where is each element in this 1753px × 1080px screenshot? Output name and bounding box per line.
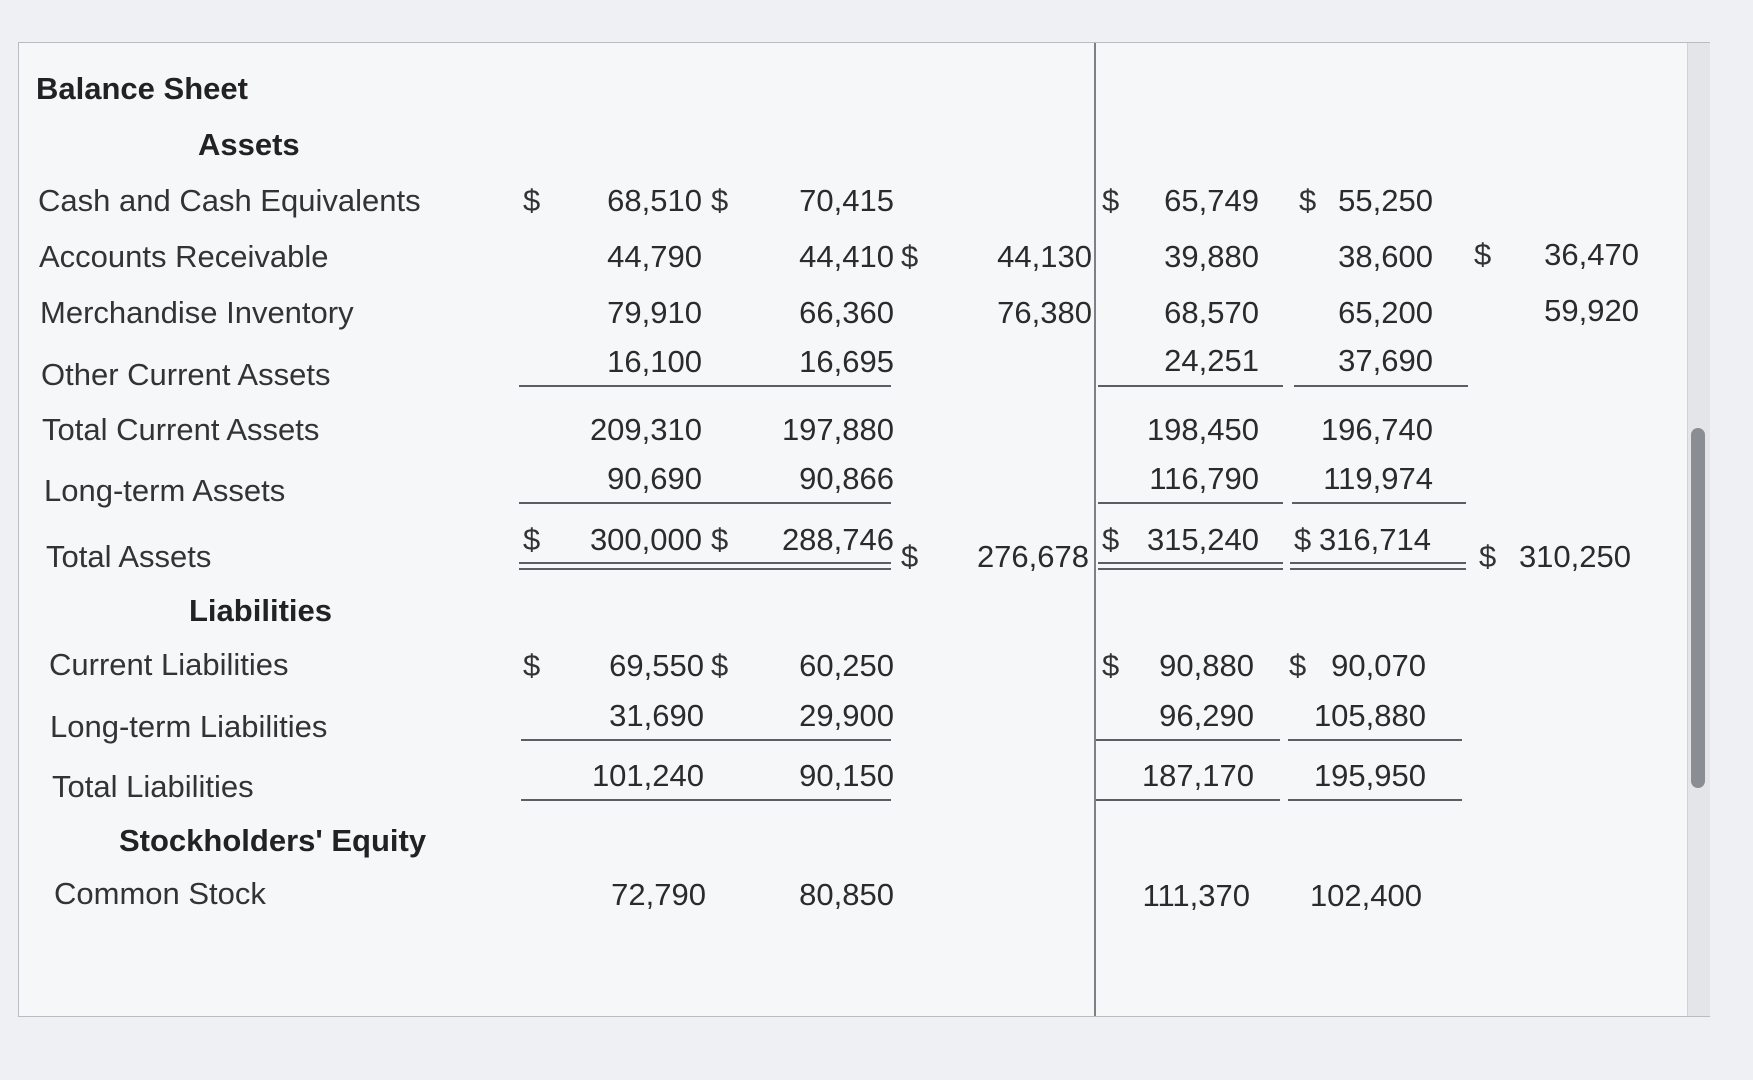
cell-value: 60,250 — [799, 648, 894, 683]
cell-value: 209,310 — [589, 412, 702, 447]
subtotal-rule — [1294, 385, 1468, 387]
cell-value: 196,740 — [1320, 412, 1433, 447]
page-title: Balance Sheet — [36, 71, 248, 106]
row-label-total-current-assets: Total Current Assets — [42, 412, 320, 447]
currency-symbol: $ — [1299, 183, 1317, 218]
subtotal-rule — [1098, 385, 1283, 387]
cell-value: 37,690 — [1338, 343, 1433, 378]
cell-value: 72,790 — [611, 877, 706, 912]
subtotal-rule — [709, 799, 891, 801]
currency-symbol: $ — [523, 648, 541, 683]
cell-value: 116,790 — [1149, 461, 1259, 496]
cell-value: 187,170 — [1141, 758, 1254, 793]
currency-symbol: $ — [901, 239, 919, 274]
cell-value: 90,150 — [799, 758, 894, 793]
cell-value: 70,415 — [799, 183, 894, 218]
cell-value: 195,950 — [1313, 758, 1426, 793]
cell-value: 79,910 — [607, 295, 702, 330]
cell-value: 119,974 — [1323, 461, 1433, 496]
subtotal-rule — [1292, 502, 1466, 504]
cell-value: 90,880 — [1159, 648, 1254, 683]
total-double-rule — [519, 562, 715, 570]
cell-value: 315,240 — [1146, 522, 1259, 557]
currency-symbol: $ — [1474, 237, 1492, 272]
cell-value: 310,250 — [1518, 539, 1631, 574]
cell-value: 90,690 — [607, 461, 702, 496]
cell-value: 44,790 — [607, 239, 702, 274]
cell-value: 65,749 — [1164, 183, 1259, 218]
subtotal-rule — [709, 739, 891, 741]
cell-value: 288,746 — [781, 522, 894, 557]
subtotal-rule — [519, 502, 715, 504]
row-label-long-term-liabilities: Long-term Liabilities — [50, 709, 328, 744]
company-divider — [1094, 43, 1096, 1016]
cell-value: 24,251 — [1164, 343, 1259, 378]
row-label-total-assets: Total Assets — [46, 539, 212, 574]
cell-value: 276,678 — [976, 539, 1089, 574]
cell-value: 111,370 — [1142, 878, 1250, 913]
cell-value: 16,100 — [607, 344, 702, 379]
subtotal-rule — [1288, 739, 1462, 741]
row-label-cash: Cash and Cash Equivalents — [38, 183, 421, 218]
currency-symbol: $ — [523, 183, 541, 218]
currency-symbol: $ — [1289, 648, 1307, 683]
currency-symbol: $ — [1294, 522, 1312, 557]
subtotal-rule — [1288, 799, 1462, 801]
cell-value: 197,880 — [781, 412, 894, 447]
row-label-total-liabilities: Total Liabilities — [52, 769, 254, 804]
cell-value: 36,470 — [1544, 237, 1639, 272]
cell-value: 59,920 — [1544, 293, 1639, 328]
total-double-rule — [1098, 562, 1283, 570]
currency-symbol: $ — [1102, 183, 1120, 218]
cell-value: 105,880 — [1313, 698, 1426, 733]
liabilities-heading: Liabilities — [189, 593, 332, 628]
subtotal-rule — [707, 385, 891, 387]
cell-value: 80,850 — [799, 877, 894, 912]
currency-symbol: $ — [711, 648, 729, 683]
cell-value: 316,714 — [1318, 522, 1431, 557]
cell-value: 101,240 — [591, 758, 704, 793]
cell-value: 69,550 — [609, 648, 704, 683]
subtotal-rule — [707, 502, 891, 504]
cell-value: 90,866 — [799, 461, 894, 496]
cell-value: 300,000 — [589, 522, 702, 557]
cell-value: 38,600 — [1338, 239, 1433, 274]
assets-heading: Assets — [198, 127, 300, 162]
cell-value: 55,250 — [1338, 183, 1433, 218]
cell-value: 68,510 — [607, 183, 702, 218]
row-label-long-term-assets: Long-term Assets — [44, 473, 286, 508]
row-label-receivables: Accounts Receivable — [39, 239, 329, 274]
equity-heading: Stockholders' Equity — [119, 823, 427, 858]
cell-value: 44,410 — [799, 239, 894, 274]
currency-symbol: $ — [711, 183, 729, 218]
cell-value: 44,130 — [997, 239, 1092, 274]
cell-value: 90,070 — [1331, 648, 1426, 683]
subtotal-rule — [1096, 739, 1280, 741]
row-label-other-current-assets: Other Current Assets — [41, 357, 331, 392]
subtotal-rule — [521, 739, 717, 741]
currency-symbol: $ — [1479, 539, 1497, 574]
cell-value: 65,200 — [1338, 295, 1433, 330]
balance-sheet-panel — [18, 42, 1710, 1017]
cell-value: 198,450 — [1146, 412, 1259, 447]
currency-symbol: $ — [1102, 648, 1120, 683]
subtotal-rule — [1098, 502, 1283, 504]
row-label-current-liabilities: Current Liabilities — [49, 647, 289, 682]
cell-value: 39,880 — [1164, 239, 1259, 274]
total-double-rule — [707, 562, 891, 570]
currency-symbol: $ — [1102, 522, 1120, 557]
cell-value: 66,360 — [799, 295, 894, 330]
currency-symbol: $ — [901, 539, 919, 574]
cell-value: 102,400 — [1309, 878, 1422, 913]
cell-value: 31,690 — [609, 698, 704, 733]
total-double-rule — [1290, 562, 1466, 570]
cell-value: 76,380 — [997, 295, 1092, 330]
cell-value: 68,570 — [1164, 295, 1259, 330]
subtotal-rule — [1096, 799, 1280, 801]
cell-value: 96,290 — [1159, 698, 1254, 733]
subtotal-rule — [521, 799, 717, 801]
cell-value: 29,900 — [799, 698, 894, 733]
currency-symbol: $ — [523, 522, 541, 557]
cell-value: 16,695 — [799, 344, 894, 379]
currency-symbol: $ — [711, 522, 729, 557]
row-label-common-stock: Common Stock — [54, 876, 266, 911]
row-label-inventory: Merchandise Inventory — [40, 295, 354, 330]
scrollbar-thumb[interactable] — [1691, 428, 1705, 788]
subtotal-rule — [519, 385, 715, 387]
